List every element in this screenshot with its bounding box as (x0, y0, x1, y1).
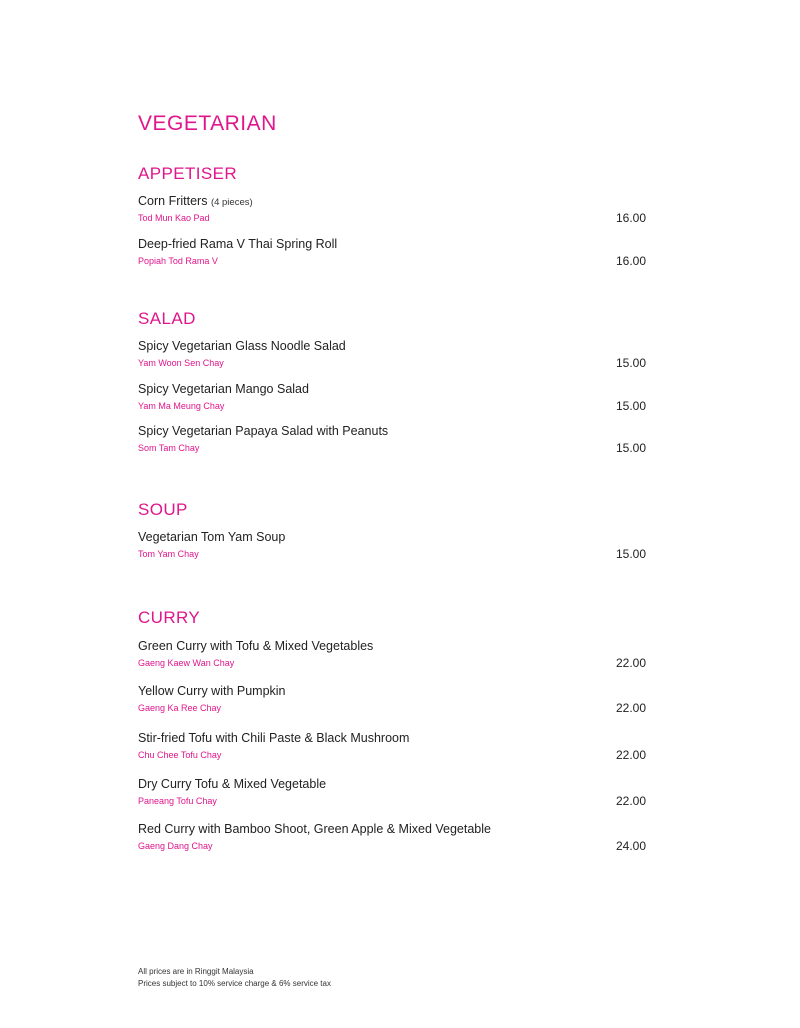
menu-item-price: 16.00 (615, 211, 646, 225)
menu-item-price: 15.00 (615, 399, 646, 413)
footer-tax-note: Prices subject to 10% service charge & 6% service tax (138, 979, 331, 988)
menu-item-price: 15.00 (615, 441, 646, 455)
menu-item-name: Green Curry with Tofu & Mixed Vegetables (138, 639, 374, 653)
menu-item-name: Yellow Curry with Pumpkin (138, 684, 286, 698)
page-title: VEGETARIAN (138, 112, 277, 135)
menu-item-thai-name: Gaeng Dang Chay (138, 841, 213, 851)
menu-item-thai-name: Paneang Tofu Chay (138, 796, 217, 806)
menu-item-thai-name: Gaeng Kaew Wan Chay (138, 658, 235, 668)
menu-item-note: (4 pieces) (210, 197, 253, 208)
menu-item-price: 16.00 (615, 254, 646, 268)
menu-item-name (138, 194, 253, 208)
menu-item-thai-name: Som Tam Chay (138, 443, 200, 453)
menu-item-thai-name: Popiah Tod Rama V (138, 256, 218, 266)
menu-item-price: 22.00 (615, 748, 646, 762)
menu-item-label: Corn Fritters (138, 194, 208, 208)
menu-item-price: 15.00 (615, 547, 646, 561)
footer-currency-note: All prices are in Ringgit Malaysia (138, 967, 254, 976)
menu-item-price: 22.00 (615, 656, 646, 670)
section-title-salad: SALAD (138, 309, 196, 328)
section-title-appetiser: APPETISER (138, 164, 238, 183)
menu-item-price: 15.00 (615, 356, 646, 370)
menu-item-thai-name: Tom Yam Chay (138, 549, 199, 559)
menu-item-name: Deep-fried Rama V Thai Spring Roll (138, 237, 338, 251)
menu-item-name: Spicy Vegetarian Papaya Salad with Peanuts (138, 424, 389, 438)
menu-item-thai-name: Yam Woon Sen Chay (138, 358, 224, 368)
menu-item-thai-name: Gaeng Ka Ree Chay (138, 703, 222, 713)
menu-item-thai-name: Chu Chee Tofu Chay (138, 750, 222, 760)
menu-item-name: Dry Curry Tofu & Mixed Vegetable (138, 777, 327, 791)
menu-item-name: Spicy Vegetarian Glass Noodle Salad (138, 339, 346, 353)
menu-item-price: 22.00 (615, 701, 646, 715)
section-title-curry: CURRY (138, 608, 201, 627)
menu-item-name: Red Curry with Bamboo Shoot, Green Apple & Mixed Vegetable (138, 822, 491, 836)
menu-item-name: Stir-fried Tofu with Chili Paste & Black Mushroom (138, 731, 410, 745)
section-title-soup: SOUP (138, 500, 188, 519)
menu-item-thai-name: Tod Mun Kao Pad (138, 213, 210, 223)
menu-item-name: Vegetarian Tom Yam Soup (138, 530, 286, 544)
menu-item-name: Spicy Vegetarian Mango Salad (138, 382, 309, 396)
menu-item-thai-name: Yam Ma Meung Chay (138, 401, 225, 411)
menu-item-price: 24.00 (615, 839, 646, 853)
menu-item-price: 22.00 (615, 794, 646, 808)
